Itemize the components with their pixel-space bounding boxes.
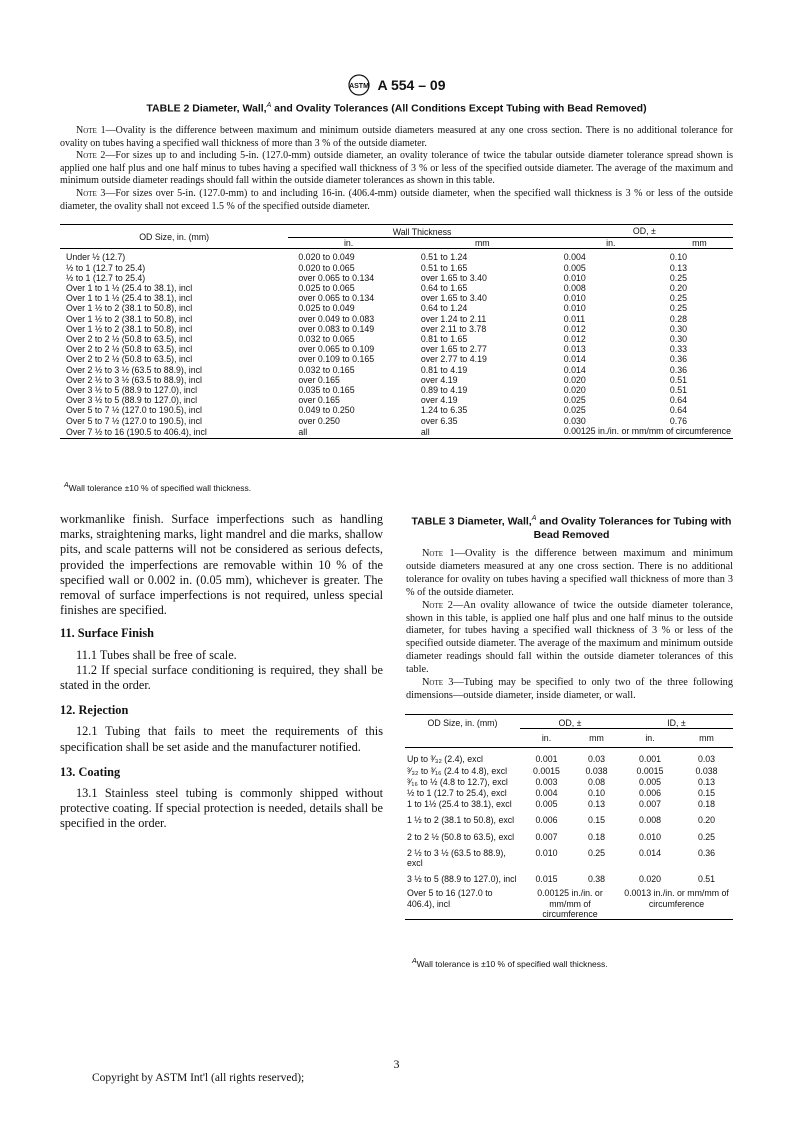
table-cell: 1 to 1½ (25.4 to 38.1), excl — [407, 799, 512, 810]
table-cell: 0.007 — [638, 799, 661, 810]
table-cell: 0.011 — [563, 313, 586, 324]
table-cell: over 0.165 — [298, 395, 340, 406]
table2 — [60, 224, 733, 439]
table-cell: Over 3 ½ to 5 (88.9 to 127.0), incl — [66, 395, 198, 406]
table-row — [60, 314, 733, 324]
table3-note-2: Note 2—An ovality allowance of twice the outside diameter tolerance, shown in this table, is applied one half plus and one half minus to the outside diameter, for tubes having a specified wall thickness of 3 % or less of the specified outside diameter. The average of the maximum and minimum outside diameter readings should fall within the outside diameter tolerances of this table. — [406, 599, 733, 676]
table-cell: 0.64 — [669, 405, 687, 416]
table-cell: 0.030 — [563, 415, 586, 426]
table-cell: 0.012 — [563, 323, 586, 334]
table-cell: 0.001 — [535, 754, 558, 765]
table-cell: 0.020 to 0.049 — [298, 252, 355, 263]
table-cell: 2 to 2 ½ (50.8 to 63.5), excl — [407, 831, 515, 842]
table3-footnote: $^A$Wall tolerance is ±10 % of specified wall thickness. — [412, 958, 608, 969]
table-cell: Over 2 to 2 ½ (50.8 to 63.5), incl — [66, 344, 193, 355]
table-cell: 0.20 — [697, 815, 716, 826]
table-cell: Up to ³⁄₃₂ (2.4), excl — [407, 754, 483, 765]
table-cell: 0.10 — [587, 788, 606, 799]
table-row — [405, 776, 733, 787]
table-cell: 0.0015 — [533, 765, 560, 776]
copyright: Copyright by ASTM Int'l (all rights reserved); — [92, 1072, 305, 1084]
table-cell: over 0.109 to 0.165 — [298, 354, 375, 365]
table-row — [60, 283, 733, 293]
table-cell: Over 2 to 2 ½ (50.8 to 63.5), incl — [66, 334, 193, 345]
table-cell: over 0.250 — [298, 415, 340, 426]
table-cell: Over 7 ½ to 16 (190.5 to 406.4), incl — [66, 426, 207, 437]
table3-title: TABLE 3 Diameter, Wall,$^A$ and Ovality Tolerances for Tubing with Bead Removed — [411, 515, 732, 541]
table-cell: ½ to 1 (12.7 to 25.4), excl — [407, 788, 507, 799]
table-row — [60, 365, 733, 375]
table2-notes — [60, 125, 733, 213]
table-cell: 0.30 — [669, 334, 687, 345]
designation: A 554 – 09 — [377, 77, 446, 93]
table-row — [60, 385, 733, 395]
table-cell: 0.33 — [669, 344, 687, 355]
table-cell: 0.010 — [563, 293, 586, 304]
table-cell: 0.006 — [535, 815, 558, 826]
table-cell: 0.15 — [587, 815, 606, 826]
table-cell: 0.30 — [669, 323, 687, 334]
table-cell: 0.049 to 0.250 — [298, 405, 355, 416]
table-row — [60, 416, 733, 426]
table3-notes — [406, 548, 733, 703]
table-cell: 0.038 — [695, 765, 718, 776]
table-row — [405, 884, 733, 919]
table-cell: over 0.165 — [298, 374, 340, 385]
para-12-1: 12.1 Tubing that fails to meet the requirements of this specification shall be set aside and the manufacturer notified. — [60, 724, 383, 754]
table-row — [60, 303, 733, 313]
table-row — [60, 273, 733, 283]
table-row — [405, 826, 733, 842]
t3-header-id-mm: mm — [680, 729, 733, 748]
t3-header-id-in: in. — [620, 729, 680, 748]
table-cell: 0.010 — [535, 847, 558, 858]
table-cell: 0.0015 — [636, 765, 664, 776]
table-cell: 0.007 — [535, 831, 558, 842]
table-row — [405, 787, 733, 798]
table-cell: 0.003 — [535, 776, 558, 787]
table-row — [405, 868, 733, 884]
table-cell: 0.20 — [669, 283, 687, 294]
table-cell: ½ to 1 (12.7 to 25.4) — [66, 262, 146, 273]
table-row — [60, 375, 733, 385]
table-cell: 0.014 — [563, 354, 586, 365]
table2-note-3: Note 3—For sizes over 5-in. (127.0-mm) to and including 16-in. (406.4-mm) outside diameter, when the specified wall thickness is 3 % or less of the outside diameter, the ovality shall not exceed 1.5 % of the specified outside diameter. — [60, 187, 733, 212]
table-cell: 0.025 to 0.049 — [298, 303, 355, 314]
table-cell: 0.51 to 1.65 — [420, 262, 468, 273]
table-cell: 0.13 — [669, 262, 687, 273]
t3-header-od: OD, ± — [520, 715, 620, 729]
t2-header-wall-in: in. — [288, 238, 409, 249]
table-cell: 0.010 — [563, 303, 586, 314]
table-cell: ³⁄₁₆ to ½ (4.8 to 12.7), excl — [407, 776, 508, 787]
table2-footnote: $^A$Wall tolerance ±10 % of specified wall thickness. — [64, 482, 252, 493]
para-11-2: 11.2 If special surface conditioning is required, they shall be stated in the order. — [60, 662, 383, 693]
table-row — [60, 405, 733, 415]
table-cell: over 0.049 to 0.083 — [298, 313, 375, 324]
table-cell: 0.025 — [563, 395, 586, 406]
table-cell: 0.020 to 0.065 — [298, 262, 355, 273]
table-cell: 0.36 — [697, 847, 716, 858]
para-11-1: 11.1 Tubes shall be free of scale. — [76, 647, 237, 662]
table-cell: 0.001 — [638, 754, 661, 765]
table-cell: 0.25 — [697, 831, 716, 842]
table-cell: 0.51 — [669, 385, 687, 396]
table-row — [60, 324, 733, 334]
t3-header-od-in: in. — [520, 729, 573, 748]
table-cell: 0.004 — [535, 788, 558, 799]
table-cell: 0.03 — [587, 754, 606, 765]
table-cell: over 1.65 to 2.77 — [420, 344, 487, 355]
table-cell: ³⁄₃₂ to ³⁄₁₆ (2.4 to 4.8), excl — [407, 765, 508, 776]
table-row — [60, 293, 733, 303]
svg-text:ASTM: ASTM — [348, 83, 369, 90]
table-cell: 0.36 — [669, 364, 687, 375]
table-row — [405, 842, 733, 868]
table-cell: Over 1 to 1 ½ (25.4 to 38.1), incl — [66, 283, 193, 294]
table-row — [405, 798, 733, 809]
table-cell: 0.51 — [669, 374, 687, 385]
t3-last-id: 0.0013 in./in. or mm/mm of circumference — [624, 888, 729, 909]
table-cell: 0.64 to 1.24 — [420, 303, 468, 314]
table-cell: Over 2 to 2 ½ (50.8 to 63.5), incl — [66, 354, 193, 365]
t2-header-odsize: OD Size, in. (mm) — [60, 225, 288, 249]
table-cell: 0.014 — [638, 847, 661, 858]
table-cell: 0.005 — [638, 776, 661, 787]
t2-header-wall-mm: mm — [409, 238, 556, 249]
table-cell: 0.008 — [638, 815, 661, 826]
table-cell: 0.08 — [587, 776, 606, 787]
table-cell: 0.64 to 1.65 — [420, 283, 468, 294]
table-cell: 0.81 to 1.65 — [420, 334, 468, 345]
table-cell: 0.18 — [697, 799, 716, 810]
body-continuation: workmanlike finish. Surface imperfections such as handling marks, straightening marks, light mandrel and die marks, shallow pits, and scale patterns will not be considered as serious defects, provided the imperfections are removable within 10 % of the specified wall or 0.002 in. (0.05 mm), whichever is greater. The removal of surface imperfections is not required, unless special finishes are specified. — [60, 512, 383, 618]
table-cell: over 0.083 to 0.149 — [298, 323, 375, 334]
body-left-column — [60, 512, 383, 832]
table-cell: 0.38 — [587, 874, 606, 885]
table-cell: all — [298, 426, 308, 437]
table-cell: 0.51 — [697, 874, 716, 885]
table-cell: 0.020 — [563, 385, 586, 396]
table-cell: Over 1 ½ to 2 (38.1 to 50.8), incl — [66, 323, 193, 334]
page-header — [0, 74, 793, 96]
t2-header-od-mm: mm — [666, 238, 733, 249]
table-cell: 0.28 — [669, 313, 687, 324]
table-cell: 1.24 to 6.35 — [420, 405, 468, 416]
table-cell: 0.10 — [669, 252, 687, 263]
table-cell: over 1.65 to 3.40 — [420, 293, 487, 304]
table-cell: over 1.65 to 3.40 — [420, 272, 487, 283]
table-cell: over 4.19 — [420, 395, 458, 406]
table-row — [60, 426, 733, 439]
table-row — [60, 395, 733, 405]
table-cell: ½ to 1 (12.7 to 25.4) — [66, 272, 146, 283]
table-cell: 0.25 — [669, 293, 687, 304]
table-cell: over 1.24 to 2.11 — [420, 313, 487, 324]
table-cell: 1 ½ to 2 (38.1 to 50.8), excl — [407, 815, 515, 826]
section-13-heading: 13. Coating — [60, 764, 121, 779]
table-row — [405, 748, 733, 765]
table-cell: over 4.19 — [420, 374, 458, 385]
table-cell: 0.010 — [563, 272, 586, 283]
table-cell: 0.014 — [563, 364, 586, 375]
table-cell: 0.004 — [563, 252, 586, 263]
table-cell: 0.64 — [669, 395, 687, 406]
table3 — [405, 714, 733, 920]
section-11-heading: 11. Surface Finish — [60, 626, 154, 641]
table-cell: over 0.065 to 0.134 — [298, 293, 375, 304]
table-cell: 0.005 — [535, 799, 558, 810]
table-cell: Over 3 ½ to 5 (88.9 to 127.0), incl — [66, 385, 198, 396]
table-row — [60, 263, 733, 273]
table-cell: 0.81 to 4.19 — [420, 364, 468, 375]
table-row — [405, 809, 733, 825]
table-cell: 0.025 — [563, 405, 586, 416]
table-cell: Over 1 to 1 ½ (25.4 to 38.1), incl — [66, 293, 193, 304]
table-cell: Over 2 ½ to 3 ½ (63.5 to 88.9), incl — [66, 374, 202, 385]
table-cell: 0.005 — [563, 262, 586, 273]
table-cell: over 2.77 to 4.19 — [420, 354, 487, 365]
table-row — [60, 354, 733, 364]
table-cell: Over 1 ½ to 2 (38.1 to 50.8), incl — [66, 313, 193, 324]
table-row — [60, 249, 733, 263]
t3-last-od: 0.00125 in./in. or mm/mm of circumference — [537, 888, 603, 919]
table-cell: 0.020 — [638, 874, 661, 885]
table-cell: over 0.065 to 0.109 — [298, 344, 375, 355]
table-cell: 0.013 — [563, 344, 586, 355]
table-cell: 0.15 — [697, 788, 716, 799]
t2-header-wall: Wall Thickness — [288, 225, 555, 238]
table-cell: 0.00125 in./in. or mm/mm of circumference — [563, 425, 731, 436]
table-cell: 2 ½ to 3 ½ (63.5 to 88.9), excl — [407, 847, 506, 869]
table-cell: 0.18 — [587, 831, 606, 842]
table-cell: 0.015 — [535, 874, 558, 885]
table-cell: 0.89 to 4.19 — [420, 385, 468, 396]
table-cell: 0.025 to 0.065 — [298, 283, 355, 294]
table-cell: all — [420, 426, 430, 437]
t3-header-odsize: OD Size, in. (mm) — [405, 715, 520, 748]
table-cell: Under ½ (12.7) — [66, 252, 126, 263]
table-cell: 0.76 — [669, 415, 687, 426]
table-cell: 0.008 — [563, 283, 586, 294]
table-cell: over 6.35 — [420, 415, 458, 426]
table-cell: 0.13 — [587, 799, 606, 810]
table-cell: 0.035 to 0.165 — [298, 385, 355, 396]
table-cell: 0.032 to 0.065 — [298, 334, 355, 345]
table-cell: Over 5 to 7 ½ (127.0 to 190.5), incl — [66, 405, 202, 416]
table-cell: 3 ½ to 5 (88.9 to 127.0), incl — [407, 874, 517, 885]
section-12-heading: 12. Rejection — [60, 703, 129, 718]
astm-logo-icon — [348, 74, 370, 96]
table2-note-2: Note 2—For sizes up to and including 5-in. (127.0-mm) outside diameter, an ovality tolerance of twice the tabular outside diameter tolerance spread shown is applied one half plus and one half minus to tubes having a specified wall thickness of 3 % or less of the specified outside diameter. The average of the maximum and minimum outside diameter readings should fall within the outside diameter tolerances as shown in this table. — [60, 150, 733, 187]
para-13-1: 13.1 Stainless steel tubing is commonly shipped without protective coating. If special protection is needed, details shall be specified in the order. — [60, 786, 383, 831]
table-row — [405, 765, 733, 776]
table-cell: 0.038 — [585, 765, 608, 776]
t3-header-id: ID, ± — [620, 715, 733, 729]
table-cell: 0.36 — [669, 354, 687, 365]
t2-header-od-in: in. — [556, 238, 666, 249]
table-cell: Over 1 ½ to 2 (38.1 to 50.8), incl — [66, 303, 193, 314]
table2-title: TABLE 2 Diameter, Wall,$^A$ and Ovality Tolerances (All Conditions Except Tubing with Bead Removed) — [146, 102, 647, 115]
page-number: 3 — [393, 1057, 400, 1071]
table-cell: 0.032 to 0.165 — [298, 364, 355, 375]
t3-last-size: Over 5 to 16 (127.0 to 406.4), incl — [407, 888, 493, 909]
table-cell: Over 2 ½ to 3 ½ (63.5 to 88.9), incl — [66, 364, 202, 375]
table-cell: 0.012 — [563, 334, 586, 345]
table-cell: 0.010 — [638, 831, 661, 842]
table3-note-3: Note 3—Tubing may be specified to only two of the three following dimensions—outside diameter, inside diameter, or wall. — [406, 677, 733, 701]
table-row — [60, 344, 733, 354]
t2-header-od: OD, ± — [556, 225, 733, 238]
table-row — [60, 334, 733, 344]
table-cell: 0.25 — [669, 303, 687, 314]
table-cell: over 0.065 to 0.134 — [298, 272, 375, 283]
table-cell: 0.51 to 1.24 — [420, 252, 468, 263]
t3-header-od-mm: mm — [573, 729, 620, 748]
table2-note-1: Note 1—Ovality is the difference between maximum and minimum outside diameters measured at any one cross section. There is no additional tolerance for ovality on tubes having a specified wall thickness of more than 3 % of the outside diameter. — [60, 125, 733, 149]
table-cell: over 2.11 to 3.78 — [420, 323, 487, 334]
table-cell: 0.03 — [697, 754, 716, 765]
table-cell: 0.13 — [697, 776, 716, 787]
table-cell: 0.25 — [587, 847, 606, 858]
table3-note-1: Note 1—Ovality is the difference between maximum and minimum outside diameters measured at any one cross section. There is no additional tolerance for ovality on tubes having a specified wall thickness of more than 3 % of the outside diameter. — [406, 548, 733, 598]
table-cell: Over 5 to 7 ½ (127.0 to 190.5), incl — [66, 415, 202, 426]
table-cell: 0.020 — [563, 374, 586, 385]
table-cell: 0.25 — [669, 272, 687, 283]
table-cell: 0.006 — [638, 788, 661, 799]
